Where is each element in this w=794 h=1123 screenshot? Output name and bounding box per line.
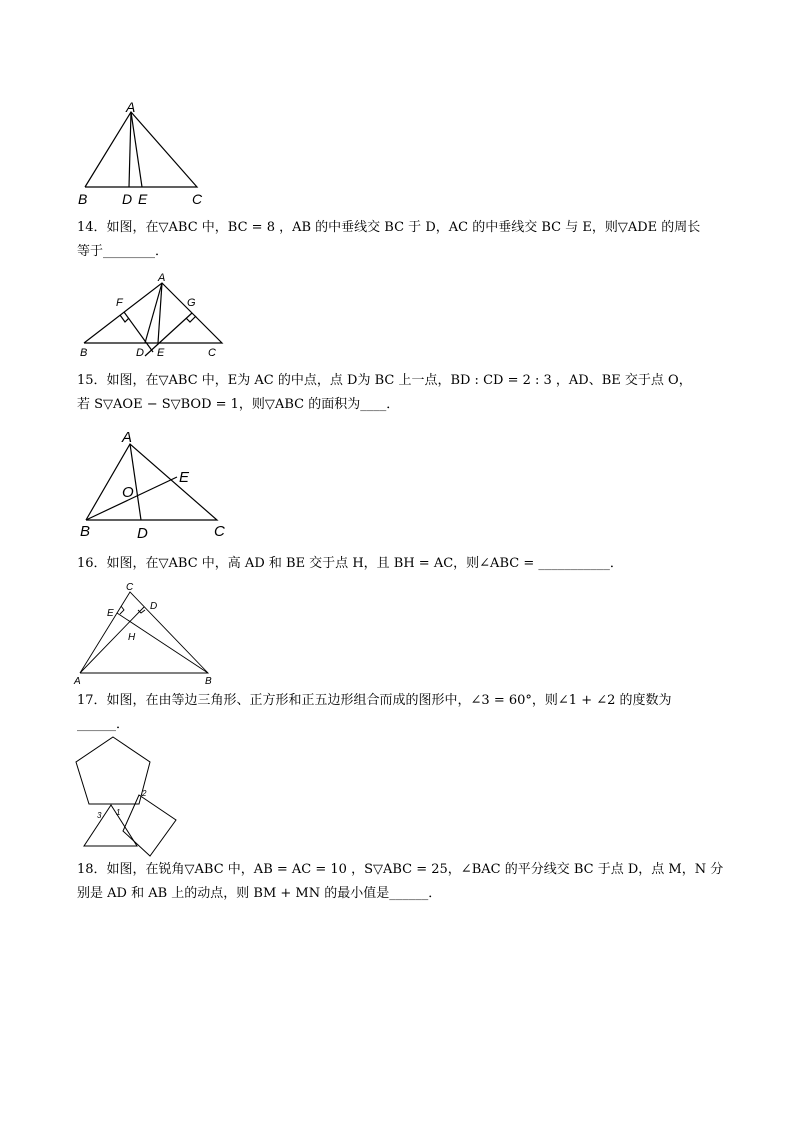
label-d: D — [137, 525, 148, 542]
label-b: B — [205, 676, 212, 687]
label-c: C — [214, 523, 225, 540]
label-a: A — [74, 676, 81, 687]
label-c: C — [208, 347, 216, 359]
label-e: E — [138, 191, 148, 207]
label-a: A — [158, 272, 166, 284]
question-16 — [77, 552, 727, 576]
question-text: 15．如图，在▽ABC 中，E为 AC 的中点，点 D为 BC 上一点，BD : CD = 2 : 3 ，AD、BE 交于点 O， — [77, 373, 692, 388]
label-angle-2: 2 — [142, 789, 147, 798]
label-angle-1: 1 — [116, 808, 121, 817]
question-text: 14．如图，在▽ABC 中，BC = 8 ，AB 的中垂线交 BC 于 D，AC 的中垂线交 BC 与 E，则▽ADE 的周长 — [77, 220, 701, 235]
label-b: B — [80, 347, 88, 359]
label-a: A — [122, 429, 133, 446]
figure-17 — [76, 737, 176, 856]
label-c: C — [126, 582, 134, 593]
label-angle-3: 3 — [97, 811, 102, 820]
question-text: 17．如图，在由等边三角形、正方形和正五边形组合而成的图形中，∠3 = 60°，则∠1 + ∠2 的度数为 — [77, 693, 672, 708]
label-e: E — [179, 469, 190, 486]
question-text: 若 S▽AOE − S▽BOD = 1，则▽ABC 的面积为____． — [77, 397, 400, 412]
label-h: H — [128, 632, 136, 643]
label-d: D — [150, 601, 158, 612]
label-f: F — [116, 297, 123, 309]
label-c: C — [192, 191, 203, 207]
label-g: G — [187, 297, 196, 309]
figure-14 — [80, 272, 222, 359]
figure-16 — [73, 582, 212, 687]
label-e: E — [157, 347, 165, 359]
label-o: O — [122, 484, 134, 501]
question-17 — [77, 689, 727, 737]
question-text: 别是 AD 和 AB 上的动点，则 BM + MN 的最小值是______． — [77, 886, 442, 901]
figure-13 — [78, 99, 203, 207]
label-b: B — [80, 523, 91, 540]
label-d: D — [136, 347, 144, 359]
question-14 — [77, 216, 727, 264]
label-b: B — [78, 191, 88, 207]
label-d: D — [122, 191, 133, 207]
label-a: A — [126, 99, 136, 115]
question-text: ______． — [77, 717, 130, 732]
figure-15 — [80, 429, 225, 542]
question-18 — [77, 858, 727, 906]
question-text: 等于________． — [77, 244, 169, 259]
question-text: 18．如图，在锐角▽ABC 中，AB = AC = 10 ，S▽ABC = 25，∠BAC 的平分线交 BC 于点 D，点 M，N 分 — [77, 862, 724, 877]
question-text: 16．如图，在▽ABC 中，高 AD 和 BE 交于点 H，且 BH = AC，则∠ABC = ___________． — [77, 556, 623, 571]
question-15 — [77, 369, 727, 417]
label-e: E — [107, 608, 114, 619]
